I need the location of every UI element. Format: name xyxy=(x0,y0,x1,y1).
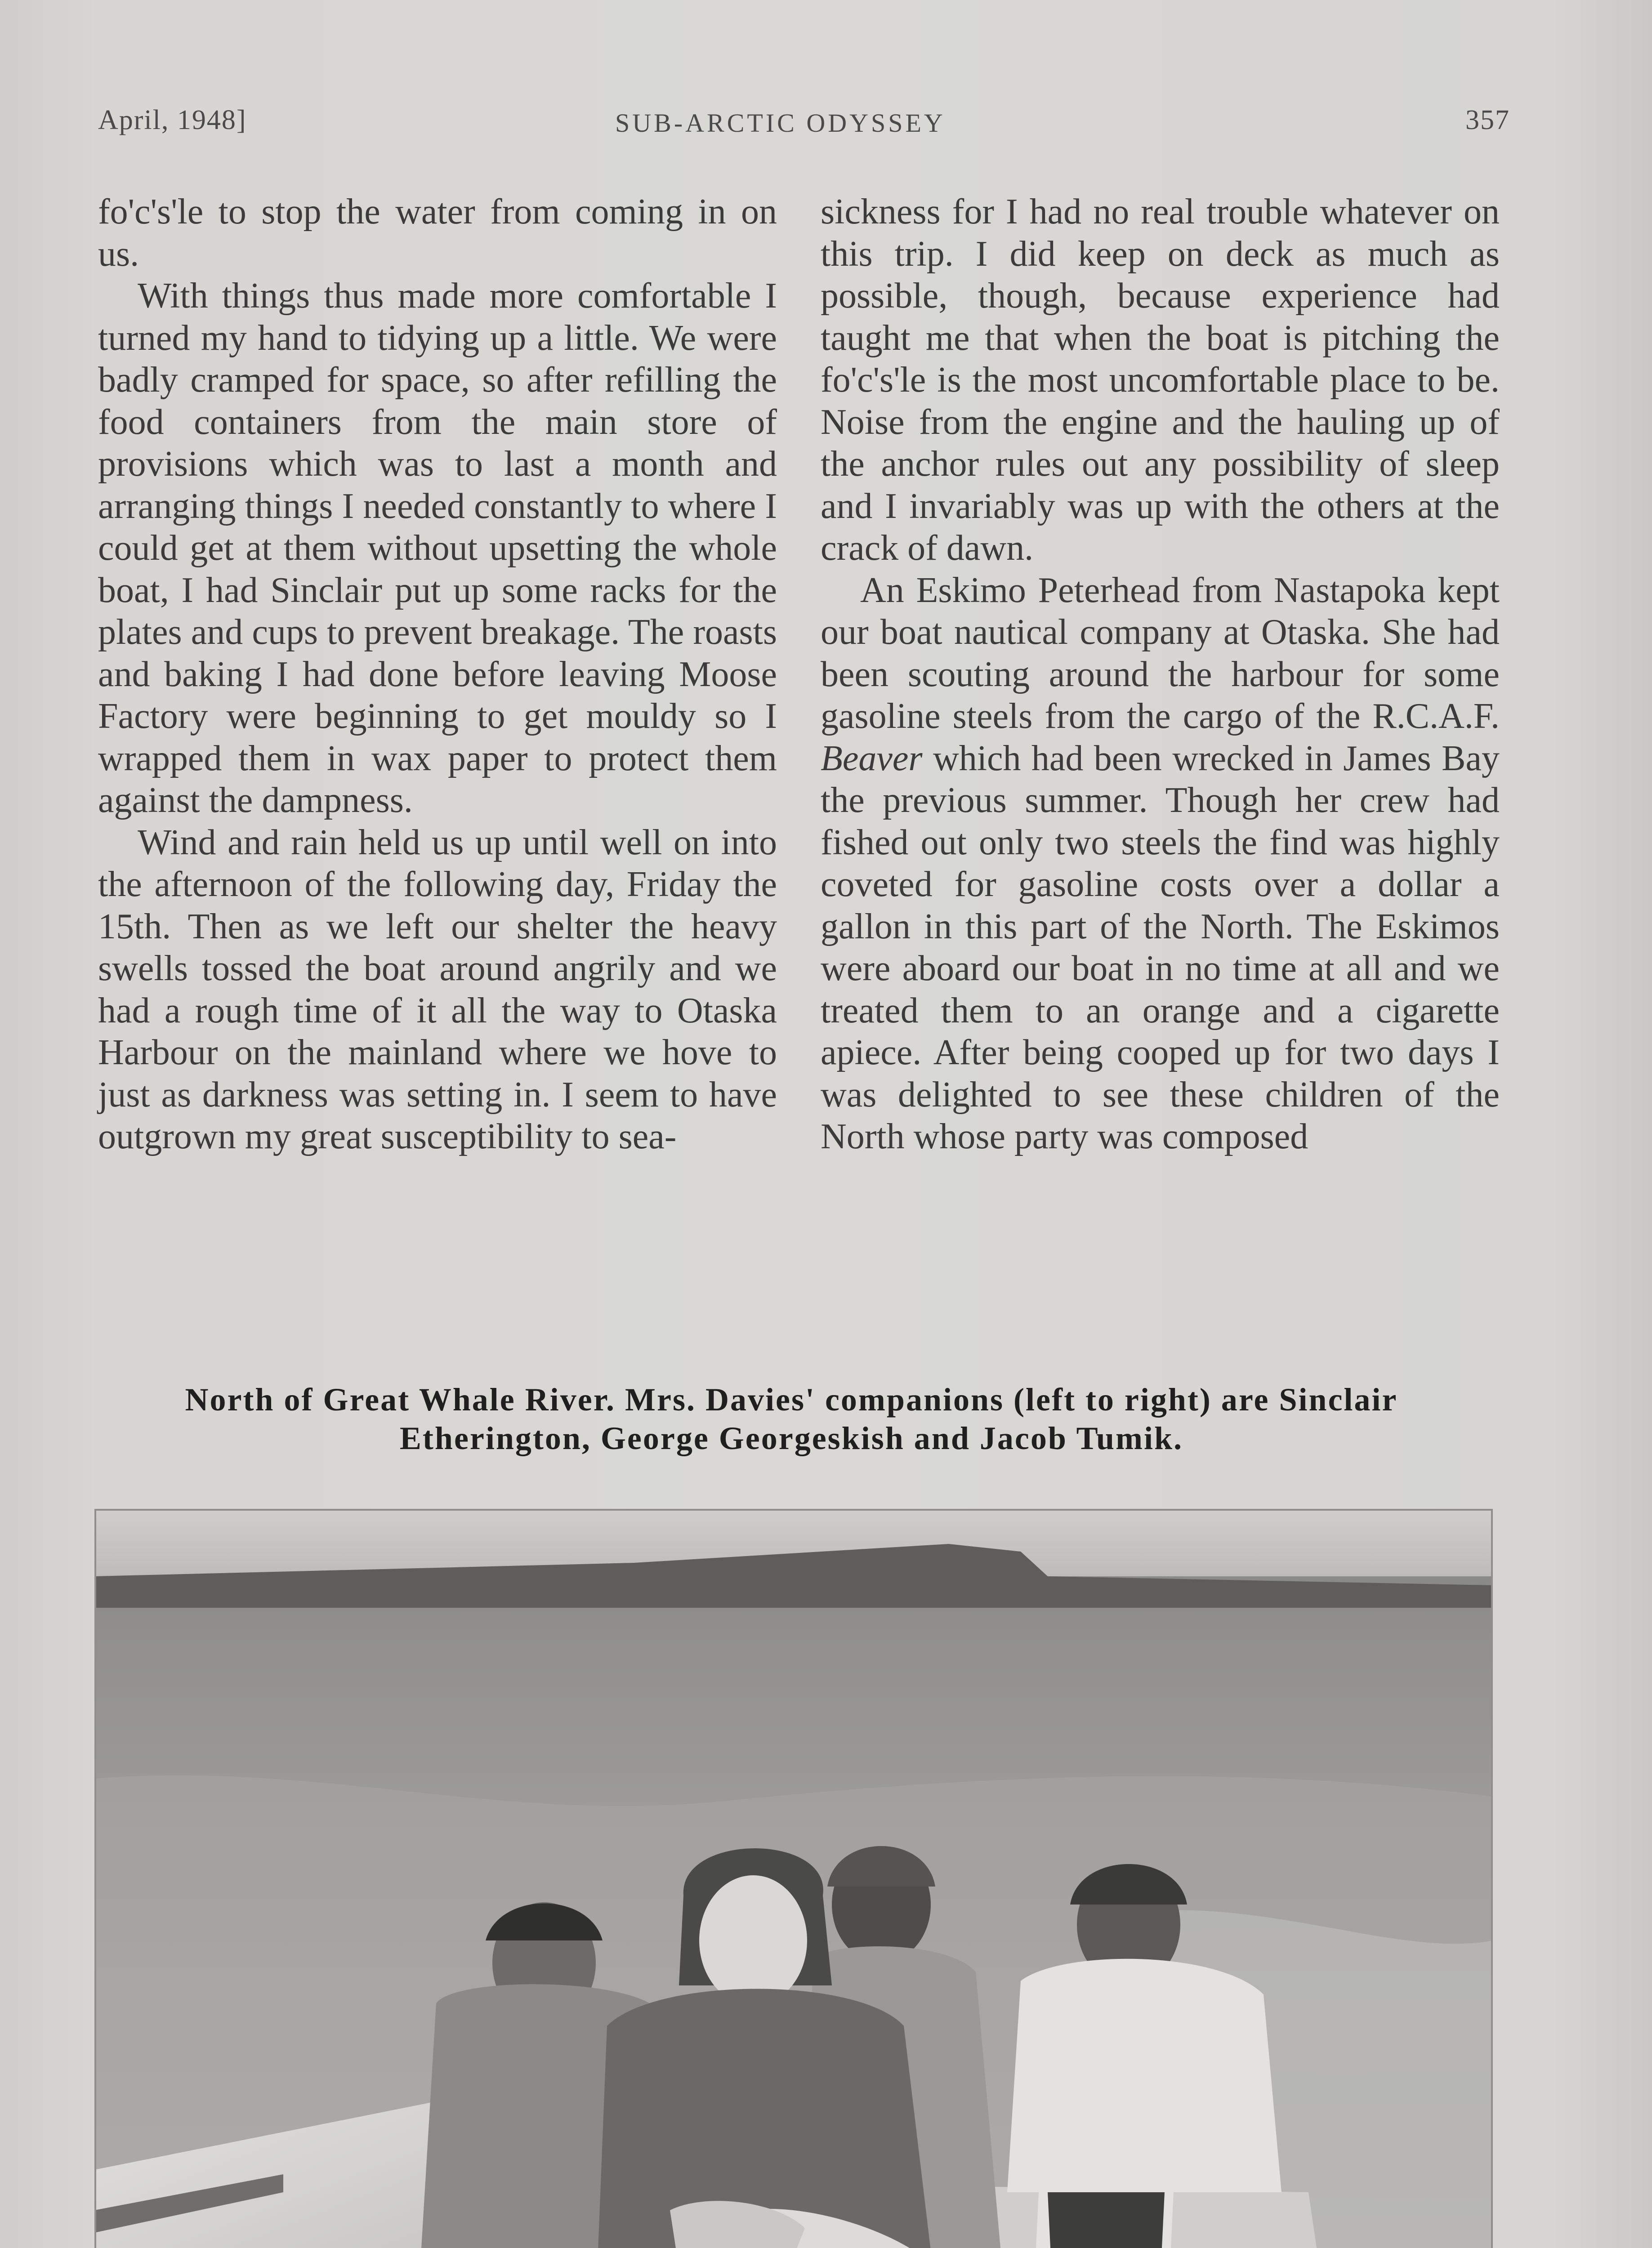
paragraph: sickness for I had no real trouble whatever on this trip. I did keep on deck as much as possible, though, because experience had taught me that when the boat is pitching the fo'c's'le is the most uncomfortable place to be. Noise from the engine and the hauling up of the anchor rules out any possibility of sleep and I invariably was up with the others at the crack of dawn. xyxy=(821,192,1500,568)
halftone-photograph-icon xyxy=(94,1509,1493,2248)
boat-name: Beaver xyxy=(821,738,923,778)
paragraph: fo'c's'le to stop the water from coming in on us. xyxy=(98,192,777,274)
page-number: 357 xyxy=(1465,105,1510,135)
running-head xyxy=(98,104,1510,140)
paragraph: With things thus made more comfortable I turned my hand to tidying up a little. We were badly cramped for space, so after refilling the food containers from the main store of provisions which was to last a month and arranging things I needed constantly to where I could get at them without upsetting the whole boat, I had Sinclair put up some racks for the plates and cups to prevent breakage. The roasts and baking I had done before leaving Moose Factory were beginning to get mouldy so I wrapped them in wax paper to protect them against the dampness. xyxy=(98,276,777,820)
photo-caption xyxy=(81,1380,1502,1458)
paragraph: Wind and rain held us up until well on into the afternoon of the following day, Friday the 15th. Then as we left our shelter the heavy swells tossed the boat around angrily and we had a rough time of it all the way to Otaska Harbour on the mainland where we hove to just as darkness was setting in. I seem to have outgrown my great susceptibility to sea- xyxy=(98,822,777,1156)
paragraph xyxy=(821,570,1500,1158)
right-text-column xyxy=(821,191,1500,1158)
caption-line: Etherington, George Georgeskish and Jacob Tumik. xyxy=(399,1420,1183,1456)
photograph xyxy=(94,1509,1493,2248)
caption-line: North of Great Whale River. Mrs. Davies' companions (left to right) are Sinclair xyxy=(185,1382,1398,1418)
issue-date: April, 1948] xyxy=(98,105,247,135)
article-title: SUB-ARCTIC ODYSSEY xyxy=(615,108,946,138)
paragraph-text: which had been wrecked in James Bay the previous summer. Though her crew had fished out only two steels the find was highly coveted for gasoline costs over a dollar a gallon in this part of the North. The Eskimos were aboard our boat in no time at all and we treated them to an orange and a cigarette apiece. After being cooped up for two days I was delighted to see these children of the North whose party was composed xyxy=(821,738,1500,1156)
paragraph-text: An Eskimo Peterhead from Nastapoka kept our boat nautical company at Otaska. She had been scouting around the harbour for some gasoline steels from the cargo of the R.C.A.F. xyxy=(821,570,1500,736)
left-text-column xyxy=(98,191,777,1158)
